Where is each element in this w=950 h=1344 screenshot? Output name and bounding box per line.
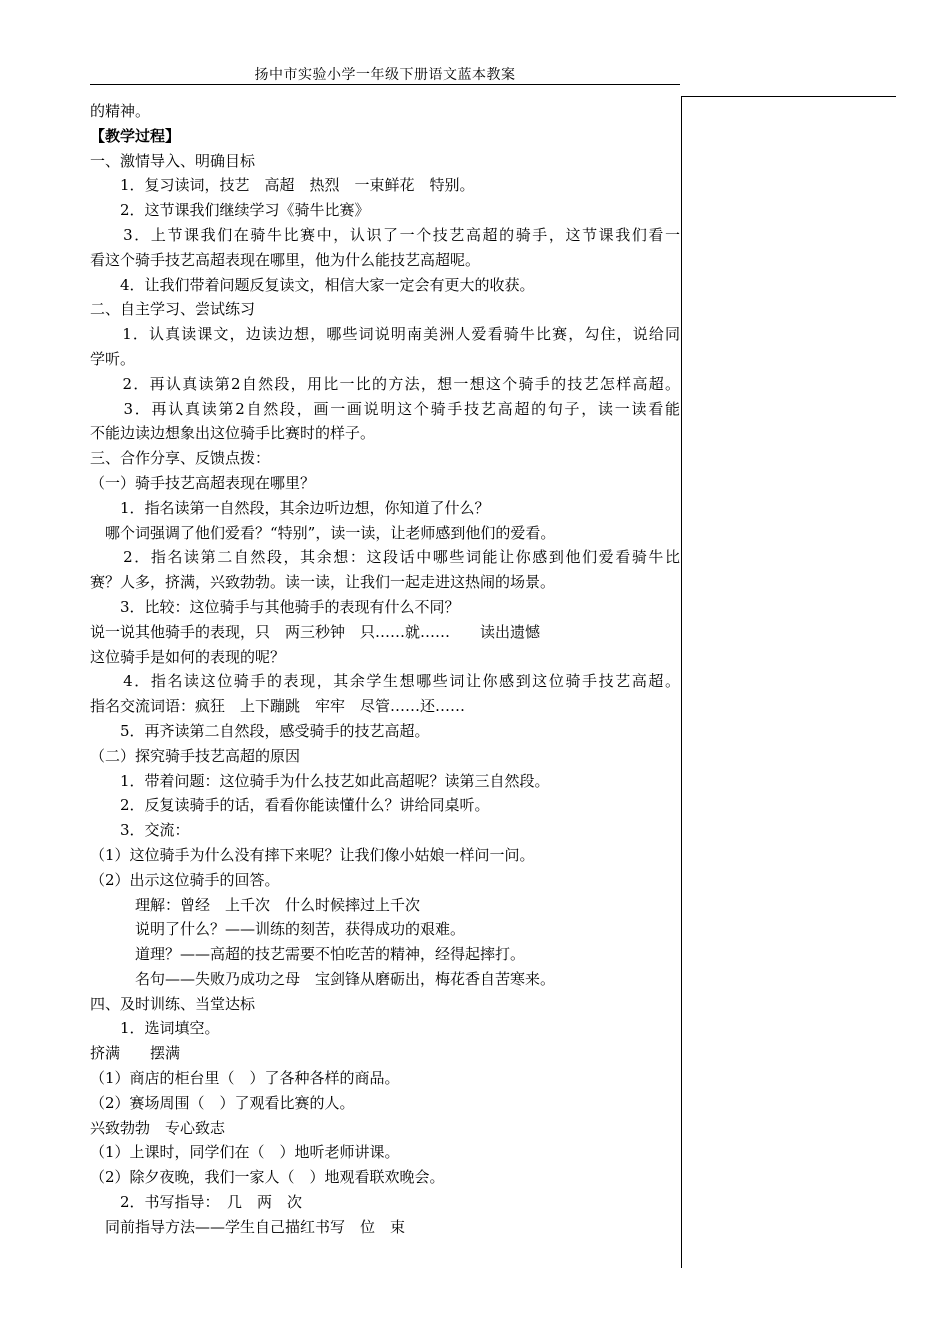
lesson-plan-body	[90, 99, 680, 1240]
text-line: 3．比较：这位骑手与其他骑手的表现有什么不同？	[90, 597, 460, 616]
text-line: 1．选词填空。	[90, 1019, 220, 1038]
text-line: 2．反复读骑手的话，看看你能读懂什么？讲给同桌听。	[90, 796, 490, 815]
text-line: 1．认真读课文，边读边想，哪些词说明南美洲人爱看骑牛比赛，勾住，说给同	[90, 325, 680, 344]
text-line: 道理？——高超的技艺需要不怕吃苦的精神，经得起摔打。	[90, 945, 526, 964]
text-line: 同前指导方法——学生自己描红书写 位 束	[90, 1217, 406, 1236]
section-title: 一、激情导入、明确目标	[90, 151, 256, 170]
text-line: 2．这节课我们继续学习《骑牛比赛》	[90, 201, 370, 220]
text-line: 2．再认真读第2自然段，用比一比的方法，想一想这个骑手的技艺怎样高超。	[90, 374, 680, 393]
section-title: 三、合作分享、反馈点拨：	[90, 449, 271, 468]
text-line: 兴致勃勃 专心致志	[90, 1118, 226, 1137]
text-line: 4．指名读这位骑手的表现，其余学生想哪些词让你感到这位骑手技艺高超。	[90, 672, 680, 691]
text-line: 2．书写指导： 几 两 次	[90, 1193, 303, 1212]
text-line: 1．带着问题：这位骑手为什么技艺如此高超呢？读第三自然段。	[90, 771, 550, 790]
subsection-title: （二）探究骑手技艺高超的原因	[90, 746, 301, 765]
text-line: 不能边读边想象出这位骑手比赛时的样子。	[90, 424, 376, 443]
text-line: 3．再认真读第2自然段，画一画说明这个骑手技艺高超的句子，读一读看能	[90, 399, 680, 418]
exercise-item: （2）赛场周围（ ）了观看比赛的人。	[90, 1093, 355, 1112]
exercise-item: （1）上课时，同学们在（ ）地听老师讲课。	[90, 1143, 400, 1162]
text-line: 的精神。	[90, 102, 151, 120]
text-line: 1．指名读第一自然段，其余边听边想，你知道了什么？	[90, 498, 490, 517]
table-top-border	[682, 96, 896, 97]
text-line: 哪个词强调了他们爱看？“特别”，读一读，让老师感到他们的爱看。	[90, 523, 556, 542]
text-line: 3．上节课我们在骑牛比赛中，认识了一个技艺高超的骑手，这节课我们看一	[90, 225, 680, 244]
text-line: 2．指名读第二自然段，其余想：这段话中哪些词能让你感到他们爱看骑牛比	[90, 548, 680, 567]
text-line: 4．让我们带着问题反复读文，相信大家一定会有更大的收获。	[90, 275, 535, 294]
header-rule	[90, 84, 680, 85]
text-line: 这位骑手是如何的表现的呢？	[90, 647, 286, 666]
text-line: 赛？人多，挤满，兴致勃勃。读一读，让我们一起走进这热闹的场景。	[90, 573, 556, 592]
text-line: （2）出示这位骑手的回答。	[90, 870, 280, 889]
text-line: 理解：曾经 上千次 什么时候摔过上千次	[90, 895, 421, 914]
page-header-title: 扬中市实验小学一年级下册语文蓝本教案	[254, 67, 516, 83]
section-title: 四、及时训练、当堂达标	[90, 994, 256, 1013]
section-heading: 【教学过程】	[90, 126, 181, 145]
text-line: （1）这位骑手为什么没有摔下来呢？让我们像小姑娘一样问一问。	[90, 845, 535, 864]
exercise-item: （2）除夕夜晚，我们一家人（ ）地观看联欢晚会。	[90, 1168, 445, 1187]
text-line: 挤满 摆满	[90, 1044, 181, 1063]
text-line: 名句——失败乃成功之母 宝剑锋从磨砺出，梅花香自苦寒来。	[90, 969, 556, 988]
text-line: 1．复习读词，技艺 高超 热烈 一束鲜花 特别。	[90, 176, 475, 195]
text-line: 看这个骑手技艺高超表现在哪里，他为什么能技艺高超呢。	[90, 250, 481, 269]
text-line: 3．交流：	[90, 821, 190, 840]
exercise-item: （1）商店的柜台里（ ）了各种各样的商品。	[90, 1069, 400, 1088]
section-title: 二、自主学习、尝试练习	[90, 300, 256, 319]
text-line: 5．再齐读第二自然段，感受骑手的技艺高超。	[90, 721, 430, 740]
text-line: 学听。	[90, 349, 136, 368]
text-line: 说明了什么？——训练的刻苦，获得成功的艰难。	[90, 920, 466, 939]
subsection-title: （一）骑手技艺高超表现在哪里？	[90, 473, 316, 492]
text-line: 指名交流词语：疯狂 上下蹦跳 牢牢 尽管……还……	[90, 697, 466, 716]
text-line: 说一说其他骑手的表现，只 两三秒钟 只……就…… 读出遗憾	[90, 622, 541, 641]
column-divider	[681, 96, 682, 1268]
